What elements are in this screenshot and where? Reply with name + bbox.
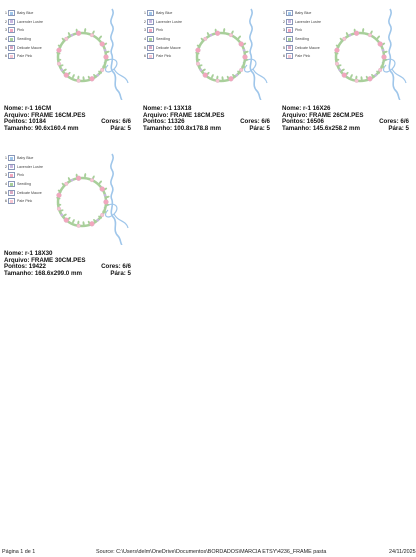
wreath-flower [76,31,81,36]
design-size: Tamanho: 100.8x178.8 mm [143,124,221,132]
thread-color-item [4,9,43,18]
wreath-flower [90,33,94,37]
thread-swatch-icon [8,45,15,51]
thread-color-name: Pale Pink [295,54,311,59]
color-count: Cores: 6/6 [101,263,131,271]
thread-color-name: Pink [295,28,302,33]
thread-swatch-icon [8,36,15,42]
wreath-bud [96,74,99,77]
thread-swatch-icon [8,10,15,16]
wreath-flower [243,55,248,60]
thread-color-item [4,26,43,35]
wreath-flower [239,42,244,47]
wreath-flower [104,55,109,60]
wreath-flower [342,73,347,78]
file-name: Arquivo: FRAME 30CM.PES [4,256,86,264]
thread-color-number: 5 [144,45,146,50]
floral-wreath-frame-art [320,5,410,100]
thread-color-item [4,180,43,189]
wreath-bud [96,219,99,222]
thread-color-item [282,9,321,18]
design-size: Tamanho: 145.6x258.2 mm [282,124,360,132]
design-info [282,106,409,132]
floral-wreath-frame-art [42,150,132,245]
thread-swatch-icon [8,198,15,204]
wreath-flower [203,73,208,78]
wreath-flower [57,62,61,66]
wreath-flower [77,224,81,228]
thread-color-number: 4 [144,37,146,42]
thread-color-number: 1 [283,11,285,16]
thread-color-item [4,18,43,27]
thread-swatch-icon [8,53,15,59]
wreath-bud [374,74,377,77]
wreath-bud [200,69,203,72]
thread-color-name: Pink [17,28,24,33]
wreath-flower [378,42,383,47]
wreath-bud [104,194,107,197]
thread-color-item [4,35,43,44]
thread-color-item [4,197,43,206]
wreath-flower [64,182,68,186]
thread-swatch-icon [8,19,15,25]
thread-color-name: Seedling [295,37,309,42]
thread-color-name: Lavender Lustre [295,19,321,24]
thread-swatch-icon [147,10,154,16]
design-preview [42,5,132,100]
wreath-flower [57,207,61,211]
thread-swatch-icon [147,53,154,59]
wreath-flower [229,33,233,37]
thread-swatch-icon [286,19,293,25]
color-count: Cores: 6/6 [240,118,270,126]
design-preview [320,5,410,100]
design-info [4,251,131,277]
wreath-bud [71,34,74,37]
thread-color-name: Seedling [17,182,31,187]
thread-color-item [4,188,43,197]
floral-wreath-frame-art [181,5,271,100]
color-count: Cores: 6/6 [101,118,131,126]
thread-color-list [4,9,43,61]
design-name: Nome: r-1 16X26 [282,105,331,112]
page-number: Página 1 de 1 [2,549,36,555]
thread-swatch-icon [286,45,293,51]
source-path: Source: C:\Users\delm\OneDrive\Documentos\BORDADOS\MARCIA ETSY\4236_FRAME pasta [96,549,327,555]
thread-color-number: 4 [283,37,285,42]
design-preview [181,5,271,100]
thread-swatch-icon [286,27,293,33]
wreath-flower [76,176,81,181]
design-name: Nome: r-1 18X30 [4,250,53,257]
design-size: Tamanho: 168.6x299.0 mm [4,269,82,277]
thread-color-list [143,9,182,61]
file-name: Arquivo: FRAME 26CM.PES [282,111,364,119]
thread-swatch-icon [147,19,154,25]
design-size: Tamanho: 90.6x160.4 mm [4,124,79,132]
thread-color-number: 1 [5,11,7,16]
wreath-bud [243,49,246,52]
stitch-count: Pontos: 11326 [143,118,185,126]
wreath-flower [100,213,104,217]
thread-color-number: 6 [5,199,7,204]
stop-count: Pára: 5 [110,269,131,277]
info-row [4,126,131,133]
thread-color-number: 1 [5,156,7,161]
thread-swatch-icon [8,164,15,170]
thread-swatch-icon [147,27,154,33]
ribbon-tail [389,9,400,100]
thread-color-item [143,52,182,61]
info-row [143,126,270,133]
wreath-flower [335,48,340,53]
info-row [4,271,131,278]
thread-color-name: Delicate Mauve [17,190,42,195]
design-card [278,5,413,135]
stitch-count: Pontos: 16506 [282,118,324,126]
stop-count: Pára: 5 [110,124,131,132]
thread-color-list [4,154,43,206]
design-preview [42,150,132,245]
design-card [139,5,274,135]
thread-color-item [143,18,182,27]
thread-swatch-icon [286,10,293,16]
wreath-flower [368,76,373,81]
thread-color-number: 3 [144,28,146,33]
wreath-flower [355,79,359,83]
wreath-flower [100,68,104,72]
thread-color-name: Pale Pink [17,199,33,204]
thread-color-number: 5 [5,190,7,195]
wreath-flower [203,37,207,41]
wreath-flower [229,76,234,81]
thread-color-name: Pale Pink [156,54,172,59]
thread-color-number: 2 [5,164,7,169]
thread-color-name: Seedling [17,37,31,42]
thread-color-number: 5 [283,45,285,50]
stop-count: Pára: 5 [388,124,409,132]
thread-color-number: 2 [5,19,7,24]
thread-color-item [282,35,321,44]
design-name: Nome: r-1 13X18 [143,105,192,112]
wreath-leaf [335,59,339,61]
design-info [143,106,270,132]
thread-color-name: Pink [17,173,24,178]
floral-wreath-frame-art [42,5,132,100]
wreath-flower [57,48,62,53]
wreath-leaf [196,59,200,61]
thread-color-name: Lavender Lustre [17,19,43,24]
design-name: Nome: r-1 16CM [4,105,52,112]
thread-color-number: 4 [5,182,7,187]
wreath-flower [64,37,68,41]
thread-color-item [143,9,182,18]
wreath-flower [64,218,69,223]
thread-color-name: Delicate Mauve [17,45,42,50]
thread-swatch-icon [8,155,15,161]
thread-color-item [4,171,43,180]
file-name: Arquivo: FRAME 18CM.PES [143,111,225,119]
thread-swatch-icon [8,190,15,196]
color-count: Cores: 6/6 [379,118,409,126]
thread-swatch-icon [8,172,15,178]
thread-color-name: Baby Blue [156,11,173,16]
wreath-flower [368,33,372,37]
thread-color-name: Pale Pink [17,54,33,59]
thread-color-name: Baby Blue [17,156,34,161]
print-date: 24/11/2025 [389,549,416,555]
wreath-leaf [57,59,61,61]
thread-color-name: Lavender Lustre [17,164,43,169]
thread-color-name: Pink [156,28,163,33]
design-card [0,5,135,135]
wreath-flower [382,55,387,60]
thread-color-number: 1 [144,11,146,16]
wreath-bud [235,74,238,77]
thread-color-name: Delicate Mauve [295,45,320,50]
thread-color-list [282,9,321,61]
thread-swatch-icon [8,181,15,187]
wreath-flower [216,79,220,83]
ribbon-tail [250,9,261,100]
thread-color-item [282,43,321,52]
thread-color-item [4,43,43,52]
wreath-flower [90,76,95,81]
thread-color-item [282,18,321,27]
wreath-bud [349,34,352,37]
thread-color-item [4,52,43,61]
wreath-flower [239,68,243,72]
page-footer [0,547,416,557]
thread-color-number: 6 [144,54,146,59]
thread-color-number: 6 [283,54,285,59]
thread-color-number: 5 [5,45,7,50]
design-info [4,106,131,132]
thread-color-item [143,35,182,44]
wreath-flower [342,37,346,41]
wreath-flower [100,187,105,192]
wreath-flower [104,200,109,205]
thread-color-item [143,26,182,35]
wreath-bud [104,49,107,52]
wreath-bud [210,34,213,37]
wreath-flower [196,62,200,66]
thread-swatch-icon [286,53,293,59]
thread-color-item [282,26,321,35]
wreath-flower [64,73,69,78]
thread-swatch-icon [8,27,15,33]
wreath-flower [215,31,220,36]
wreath-bud [382,49,385,52]
ribbon-tail [111,9,122,100]
wreath-flower [335,62,339,66]
ribbon-tail [111,154,122,245]
thread-color-name: Delicate Mauve [156,45,181,50]
thread-color-name: Lavender Lustre [156,19,182,24]
info-row [282,126,409,133]
thread-swatch-icon [147,36,154,42]
wreath-bud [61,214,64,217]
design-card [0,150,135,280]
thread-color-name: Baby Blue [295,11,312,16]
wreath-bud [61,69,64,72]
stop-count: Pára: 5 [249,124,270,132]
thread-color-name: Seedling [156,37,170,42]
stitch-count: Pontos: 19422 [4,263,46,271]
thread-color-name: Baby Blue [17,11,34,16]
thread-color-item [143,43,182,52]
wreath-bud [339,69,342,72]
wreath-flower [196,48,201,53]
file-name: Arquivo: FRAME 16CM.PES [4,111,86,119]
wreath-leaf [57,204,61,206]
wreath-flower [354,31,359,36]
wreath-flower [77,79,81,83]
wreath-flower [57,193,62,198]
thread-color-number: 3 [283,28,285,33]
thread-color-item [4,154,43,163]
thread-color-item [4,163,43,172]
thread-color-number: 6 [5,54,7,59]
wreath-bud [71,179,74,182]
thread-color-item [282,52,321,61]
thread-swatch-icon [147,45,154,51]
thread-color-number: 3 [5,173,7,178]
thread-color-number: 2 [283,19,285,24]
thread-color-number: 2 [144,19,146,24]
wreath-flower [90,221,95,226]
wreath-flower [100,42,105,47]
thread-swatch-icon [286,36,293,42]
thread-color-number: 4 [5,37,7,42]
thread-color-number: 3 [5,28,7,33]
wreath-flower [378,68,382,72]
stitch-count: Pontos: 10184 [4,118,46,126]
wreath-flower [90,178,94,182]
